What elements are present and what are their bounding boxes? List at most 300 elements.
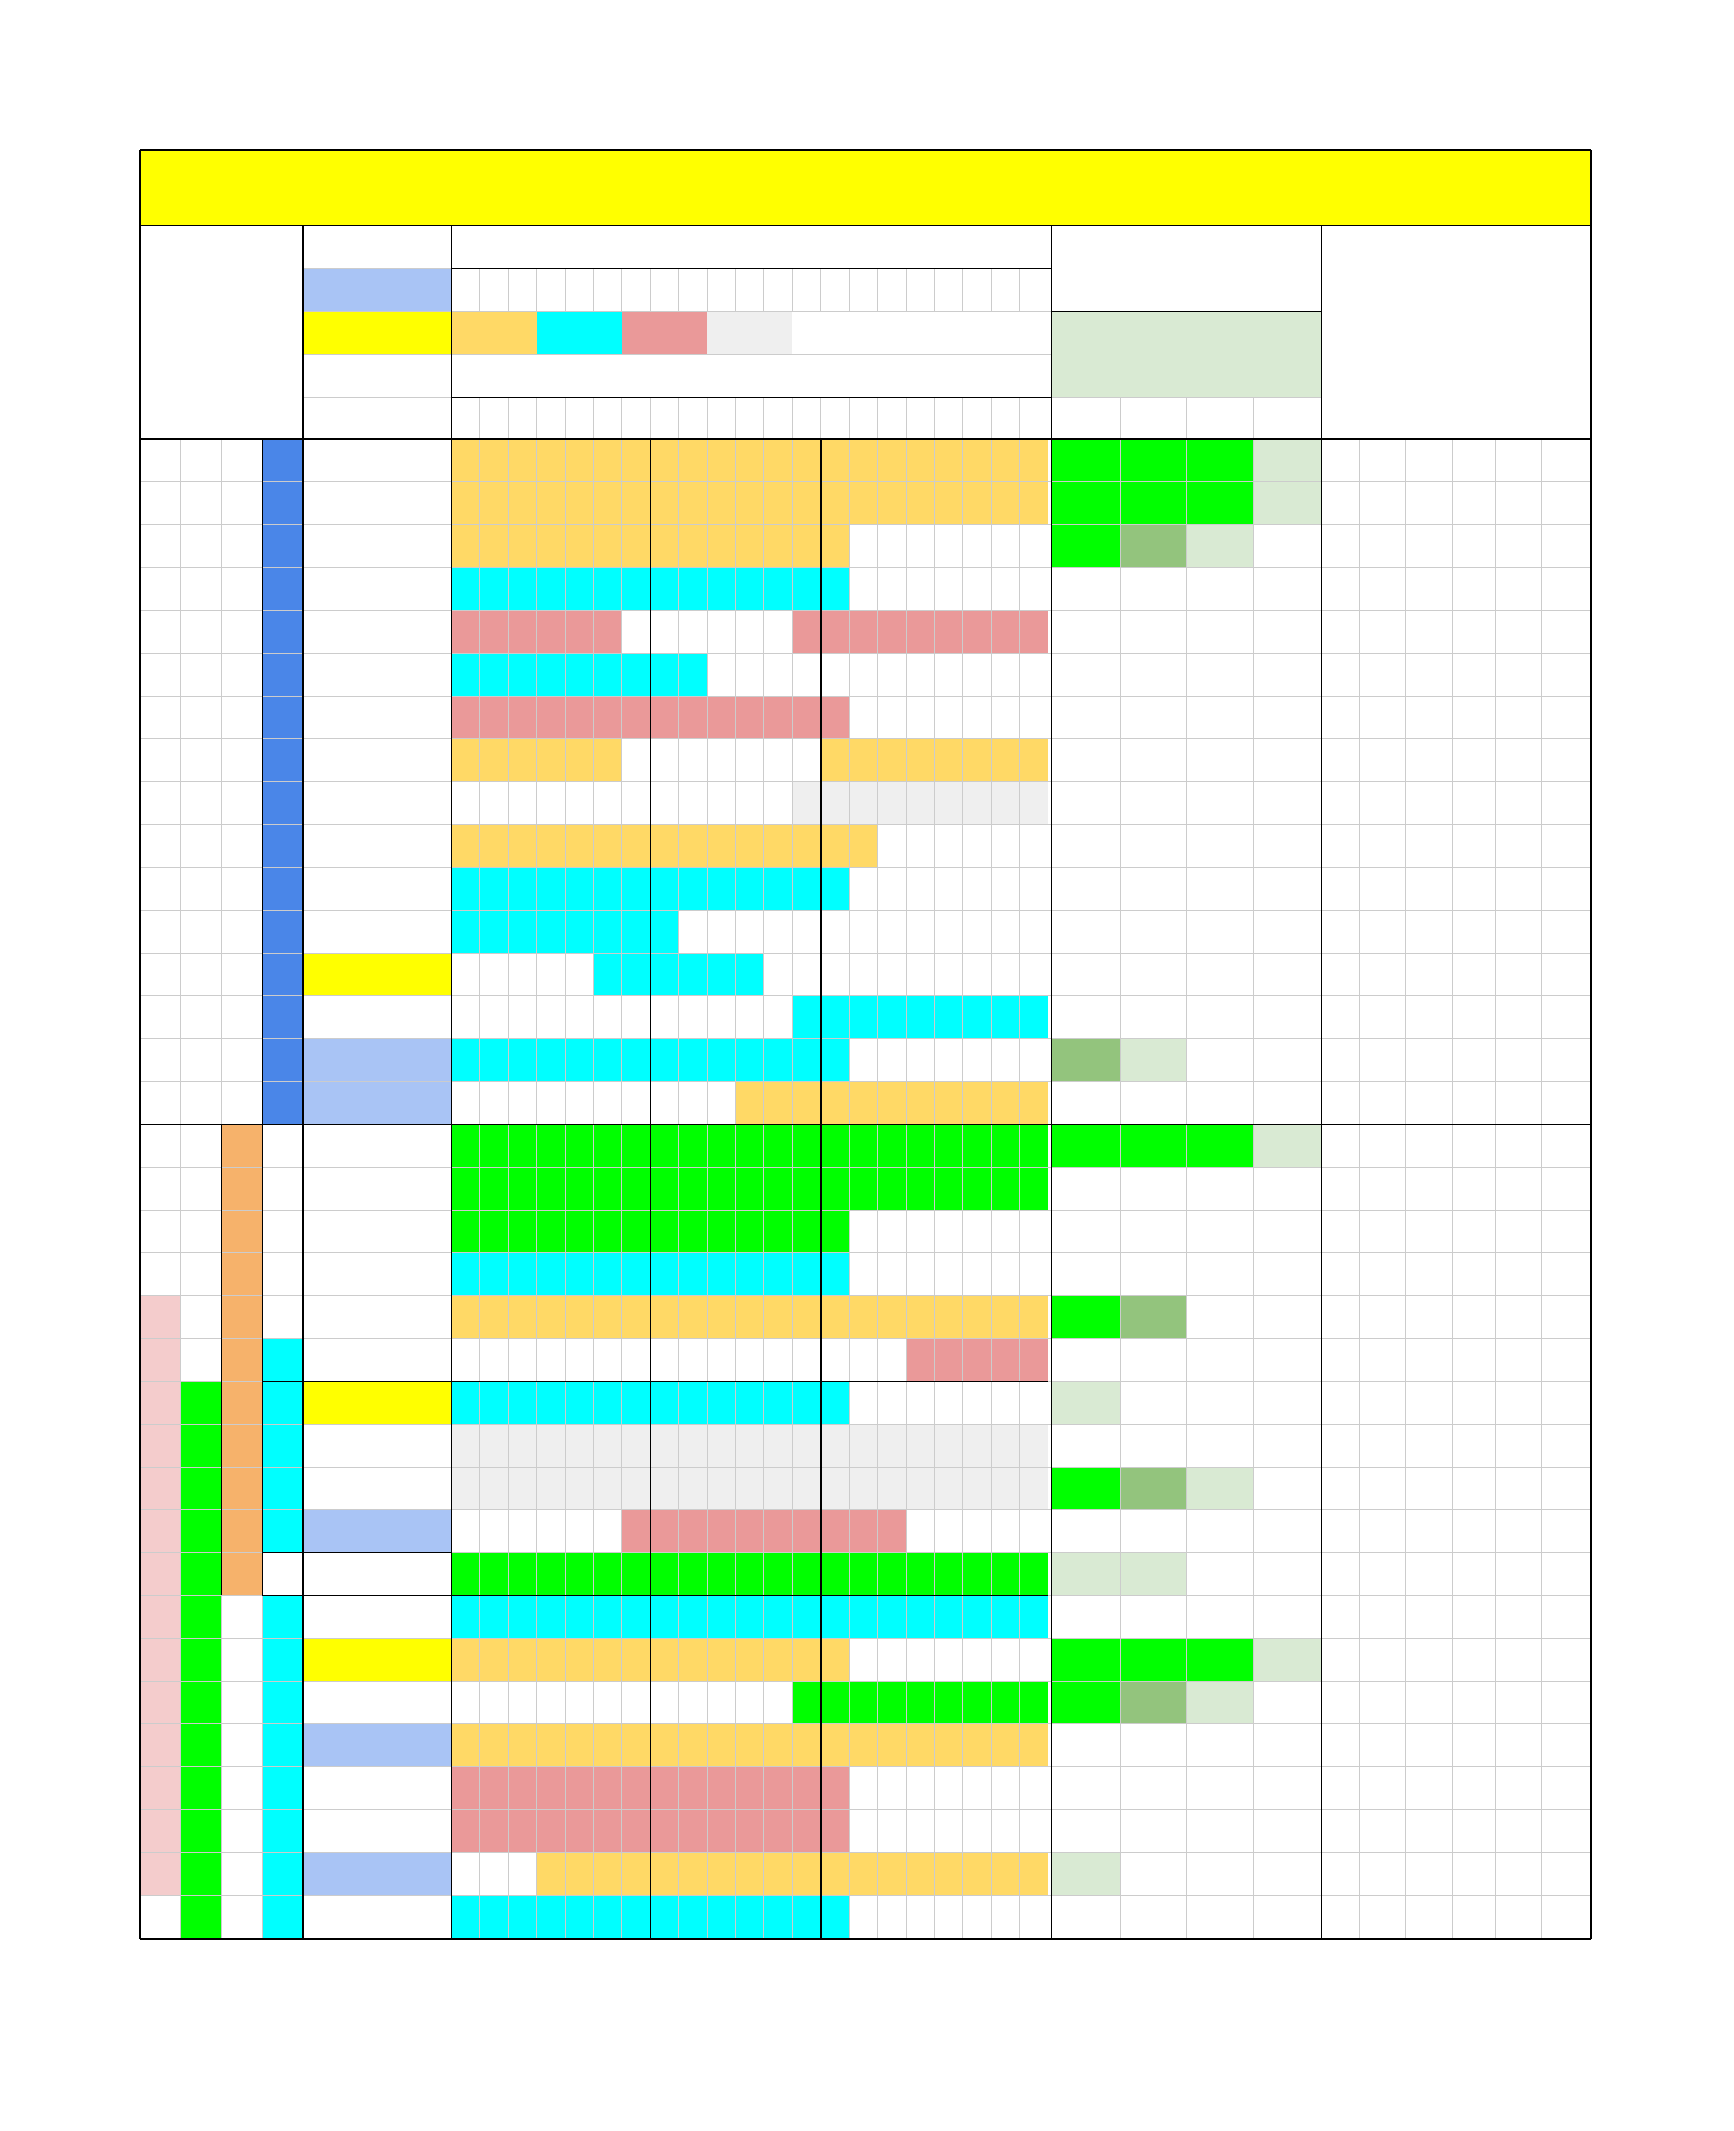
hour-label [934, 397, 962, 439]
grade-value [1052, 482, 1121, 525]
season-label [451, 1553, 1048, 1596]
weather-any-label [303, 354, 451, 397]
grade-value [1187, 1039, 1254, 1082]
fish-name [303, 1381, 451, 1424]
grade-value [1120, 1767, 1187, 1810]
season-label [451, 825, 1048, 868]
grade-value [1187, 1638, 1254, 1681]
season-label [451, 1253, 1048, 1296]
season-label [537, 1852, 1048, 1895]
fish-name [303, 1810, 451, 1853]
note-text [1322, 696, 1591, 739]
season-label [451, 1296, 1048, 1339]
grade-value [1120, 568, 1187, 611]
grid-line [934, 269, 935, 312]
time-am-late [991, 354, 1048, 397]
grade-value [1254, 439, 1322, 482]
grade-value [1120, 1339, 1187, 1382]
grade-value [1187, 1210, 1254, 1253]
grade-value [1052, 1638, 1121, 1681]
fish-name [303, 1895, 451, 1938]
fish-name [303, 782, 451, 825]
grade-value [1254, 1210, 1322, 1253]
grade-value [1120, 1553, 1187, 1596]
grade-value [1120, 1210, 1187, 1253]
grade-value [1187, 1381, 1254, 1424]
season-label [736, 1082, 1049, 1125]
hour-label [707, 397, 735, 439]
fish-name [303, 1124, 451, 1167]
grade-value [1052, 568, 1121, 611]
grade-value [1052, 1082, 1121, 1125]
legend-summer-label [537, 311, 622, 354]
season-label [451, 568, 1048, 611]
grade-col-label [1052, 397, 1121, 439]
season-label [451, 1424, 1048, 1467]
hour-label [1020, 397, 1048, 439]
note-text [1322, 1767, 1591, 1810]
grade-value [1187, 867, 1254, 910]
header-time [451, 226, 1051, 269]
season-label [906, 1339, 1048, 1382]
region-forest-pond-label [262, 1381, 303, 1552]
legend-spring-label [451, 311, 536, 354]
grid-line [536, 269, 537, 312]
fish-name [303, 1296, 451, 1339]
note-text [1322, 1681, 1591, 1724]
grid-line [735, 269, 736, 312]
grade-value [1254, 1553, 1322, 1596]
hour-label [792, 397, 820, 439]
note-text [1322, 953, 1591, 996]
grade-value [1052, 1724, 1121, 1767]
note-text [1322, 525, 1591, 568]
grade-value [1120, 1595, 1187, 1638]
hour-label [849, 397, 877, 439]
season-label [451, 1167, 1048, 1210]
fish-name [303, 1082, 451, 1125]
note-text [1322, 1553, 1591, 1596]
grid-line [877, 269, 878, 312]
grade-value [1052, 1895, 1121, 1938]
grade-value [1187, 1253, 1254, 1296]
grade-value [1120, 1167, 1187, 1210]
grade-value [1052, 1210, 1121, 1253]
grid-line [140, 149, 1591, 151]
grade-value [1052, 696, 1121, 739]
grade-value [1254, 1296, 1322, 1339]
grade-value [1120, 1638, 1187, 1681]
season-label [451, 1124, 1048, 1167]
grade-value [1187, 1895, 1254, 1938]
time-pm [650, 354, 1019, 397]
grade-value [1254, 1510, 1322, 1553]
grade-value [1052, 953, 1121, 996]
grade-value [1254, 568, 1322, 611]
grade-value [1052, 1852, 1121, 1895]
grade-value [1052, 610, 1121, 653]
grade-value [1052, 1595, 1121, 1638]
fish-name [303, 825, 451, 868]
grade-value [1254, 953, 1322, 996]
hour-label [764, 397, 792, 439]
grade-value [1254, 782, 1322, 825]
fish-name [303, 1852, 451, 1895]
season-label [451, 910, 1048, 953]
grade-col-label [1254, 397, 1322, 439]
season-label [792, 996, 1048, 1039]
note-text [1322, 1167, 1591, 1210]
grade-value [1187, 568, 1254, 611]
region-sea-label [262, 713, 303, 841]
fish-name [303, 439, 451, 482]
hour-label [991, 397, 1019, 439]
grade-value [1052, 1467, 1121, 1510]
grade-value [1120, 1039, 1187, 1082]
grade-value [1187, 482, 1254, 525]
grade-value [1052, 1553, 1121, 1596]
hour-label [821, 397, 849, 439]
fish-name [303, 1039, 451, 1082]
note-text [1322, 1810, 1591, 1853]
grade-value [1254, 1852, 1322, 1895]
fish-name [303, 1167, 451, 1210]
legend-mixed-label [792, 311, 1048, 354]
grade-value [1052, 1167, 1121, 1210]
note-text [1322, 1124, 1591, 1167]
grid-line [479, 269, 480, 312]
grade-value [1052, 1339, 1121, 1382]
grade-value [1187, 910, 1254, 953]
season-label [451, 1724, 1048, 1767]
grade-value [1254, 653, 1322, 696]
grade-value [1187, 1339, 1254, 1382]
grade-value [1052, 739, 1121, 782]
season-label [451, 1467, 1048, 1510]
grid-line [792, 269, 793, 312]
hour-label [650, 397, 678, 439]
grade-value [1052, 525, 1121, 568]
grade-value [1254, 1253, 1322, 1296]
season-label [792, 782, 1048, 825]
grade-value [1254, 1467, 1322, 1510]
hour-label [878, 397, 906, 439]
grade-value [1187, 1852, 1254, 1895]
grade-value [1187, 1424, 1254, 1467]
fish-name [303, 953, 451, 996]
season-label [451, 1381, 1048, 1424]
grade-value [1254, 1082, 1322, 1125]
grade-value [1120, 525, 1187, 568]
grade-value [1052, 996, 1121, 1039]
grade-col-label [1187, 397, 1254, 439]
grade-value [1052, 653, 1121, 696]
grade-value [1187, 825, 1254, 868]
season-label [451, 867, 1048, 910]
grade-value [1254, 1638, 1322, 1681]
season-label [451, 653, 1048, 696]
season-label [451, 525, 1048, 568]
grade-value [1187, 1595, 1254, 1638]
hour-label [480, 397, 508, 439]
hour-label [906, 397, 934, 439]
season-label [451, 1595, 1048, 1638]
header-fish [303, 397, 451, 439]
fish-name [303, 1510, 451, 1553]
hour-label [736, 397, 764, 439]
grade-value [1052, 1039, 1121, 1082]
note-text [1322, 782, 1591, 825]
header-place [140, 226, 303, 439]
season-label [451, 1039, 1048, 1082]
note-text [1322, 825, 1591, 868]
hour-label [508, 397, 536, 439]
grade-value [1120, 1852, 1187, 1895]
grade-value [1052, 782, 1121, 825]
header-note [1322, 226, 1591, 438]
grade-value [1187, 782, 1254, 825]
grade-value [1254, 1595, 1322, 1638]
season-label [451, 482, 1048, 525]
grade-value [1120, 696, 1187, 739]
hour-label [679, 397, 707, 439]
grade-col-label [1120, 397, 1187, 439]
grade-value [1187, 1553, 1254, 1596]
grade-value [1052, 1253, 1121, 1296]
note-text [1322, 1339, 1591, 1382]
header-weather [303, 226, 451, 269]
fish-name [303, 1553, 451, 1596]
grade-value [1120, 1895, 1187, 1938]
grid-line [593, 269, 594, 312]
grade-value [1254, 910, 1322, 953]
grade-value [1120, 825, 1187, 868]
grade-value [1052, 1424, 1121, 1467]
hour-label [963, 397, 991, 439]
fish-name [303, 1424, 451, 1467]
header-craft-profit [1052, 311, 1322, 397]
note-text [1322, 1210, 1591, 1253]
grade-value [1254, 610, 1322, 653]
grade-value [1120, 1253, 1187, 1296]
grade-value [1120, 439, 1187, 482]
grid-line [621, 269, 622, 312]
grade-value [1254, 1810, 1322, 1853]
fish-name [303, 696, 451, 739]
grade-value [1120, 1810, 1187, 1853]
season-label [451, 1210, 1048, 1253]
grade-value [1120, 1381, 1187, 1424]
grade-value [1120, 1681, 1187, 1724]
grade-value [1254, 1039, 1322, 1082]
grade-value [1052, 439, 1121, 482]
hour-label [622, 397, 650, 439]
fish-name [303, 568, 451, 611]
grade-value [1120, 1510, 1187, 1553]
grade-value [1187, 1810, 1254, 1853]
grid-line [991, 269, 992, 312]
grade-value [1120, 1424, 1187, 1467]
grade-value [1052, 867, 1121, 910]
grade-value [1120, 910, 1187, 953]
grade-value [1120, 1296, 1187, 1339]
grid-line [707, 269, 708, 312]
grade-value [1254, 739, 1322, 782]
grid-line [763, 269, 764, 312]
grade-value [1120, 1467, 1187, 1510]
grade-value [1120, 1082, 1187, 1125]
fish-name [303, 1724, 451, 1767]
note-text [1322, 1039, 1591, 1082]
hour-label [537, 397, 565, 439]
grade-value [1187, 525, 1254, 568]
grade-value [1120, 1724, 1187, 1767]
fish-name [303, 1681, 451, 1724]
grade-value [1052, 1810, 1121, 1853]
grade-value [1254, 996, 1322, 1039]
grade-value [1120, 1124, 1187, 1167]
season-label [451, 1810, 1048, 1853]
grid-line [820, 269, 821, 312]
grade-value [1120, 610, 1187, 653]
grade-value [1254, 1339, 1322, 1382]
grid-line [849, 269, 850, 312]
hour-label [451, 397, 479, 439]
fish-name [303, 1253, 451, 1296]
fish-name [303, 525, 451, 568]
season-label [593, 953, 1048, 996]
fish-name [303, 1467, 451, 1510]
season-label [451, 1767, 1048, 1810]
grade-value [1052, 1510, 1121, 1553]
grid-line [906, 269, 907, 312]
fish-name [303, 1339, 451, 1382]
grade-value [1120, 739, 1187, 782]
grade-value [1187, 1767, 1254, 1810]
fish-name [303, 1210, 451, 1253]
note-text [1322, 610, 1591, 653]
grade-value [1187, 1296, 1254, 1339]
season-label [451, 1638, 1048, 1681]
grade-value [1187, 1724, 1254, 1767]
note-text [1322, 1381, 1591, 1424]
note-text [1322, 653, 1591, 696]
season-label [622, 1510, 1048, 1553]
grade-value [1254, 1681, 1322, 1724]
grade-value [1052, 1767, 1121, 1810]
grade-value [1187, 1167, 1254, 1210]
season-label [451, 610, 1048, 653]
fish-name [303, 910, 451, 953]
grade-value [1187, 1510, 1254, 1553]
fish-name [303, 610, 451, 653]
grade-value [1254, 1767, 1322, 1810]
grade-value [1187, 1467, 1254, 1510]
header-grade [1052, 226, 1322, 312]
time-am [451, 354, 650, 397]
grid-line [678, 269, 679, 312]
grade-value [1187, 1124, 1254, 1167]
grade-value [1254, 1724, 1322, 1767]
page-title [140, 150, 1591, 226]
grade-value [1254, 825, 1322, 868]
grade-value [1120, 996, 1187, 1039]
season-label [451, 696, 1048, 739]
fish-name [303, 482, 451, 525]
grade-value [1187, 1082, 1254, 1125]
grade-value [1120, 482, 1187, 525]
season-label [792, 1681, 1048, 1724]
grade-value [1052, 1124, 1121, 1167]
grade-value [1187, 1681, 1254, 1724]
grade-value [1187, 739, 1254, 782]
grade-value [1254, 867, 1322, 910]
grade-value [1187, 653, 1254, 696]
grade-value [1254, 1167, 1322, 1210]
region-forest-river-label [181, 1574, 222, 1788]
grid-line [565, 269, 566, 312]
fish-name [303, 1767, 451, 1810]
hour-label [593, 397, 621, 439]
grid-line [650, 269, 651, 312]
grade-value [1254, 1124, 1322, 1167]
region-mountain-label [222, 1313, 263, 1399]
grade-value [1052, 825, 1121, 868]
grade-value [1187, 610, 1254, 653]
grade-value [1254, 482, 1322, 525]
note-text [1322, 1638, 1591, 1681]
grade-value [1052, 1296, 1121, 1339]
region-village-label [140, 1531, 181, 1702]
note-text [1322, 1082, 1591, 1125]
legend-winter-label [707, 311, 792, 354]
grid-line [1019, 269, 1020, 312]
grade-value [1254, 1895, 1322, 1938]
hour-label [565, 397, 593, 439]
grade-value [1187, 696, 1254, 739]
fish-name [303, 653, 451, 696]
grade-value [1187, 996, 1254, 1039]
note-text [1322, 1510, 1591, 1553]
weather-sunny-label [303, 311, 451, 354]
grade-value [1254, 696, 1322, 739]
note-text [1322, 1253, 1591, 1296]
grade-value [1254, 1424, 1322, 1467]
grade-value [1120, 867, 1187, 910]
fish-name [303, 1638, 451, 1681]
grid-line [508, 269, 509, 312]
grade-value [1120, 953, 1187, 996]
grade-value [1187, 439, 1254, 482]
grade-value [1254, 525, 1322, 568]
grade-value [1052, 1681, 1121, 1724]
fish-name [303, 996, 451, 1039]
fish-name [303, 739, 451, 782]
grade-value [1052, 910, 1121, 953]
grade-value [1120, 653, 1187, 696]
note-text [1322, 1852, 1591, 1895]
note-text [1322, 1724, 1591, 1767]
grid-line [962, 269, 963, 312]
season-label [451, 439, 1048, 482]
grade-value [1187, 953, 1254, 996]
fish-name [303, 1595, 451, 1638]
weather-rain-label [303, 269, 451, 312]
grade-value [1254, 1381, 1322, 1424]
grade-value [1052, 1381, 1121, 1424]
legend-autumn-label [622, 311, 707, 354]
fish-name [303, 867, 451, 910]
